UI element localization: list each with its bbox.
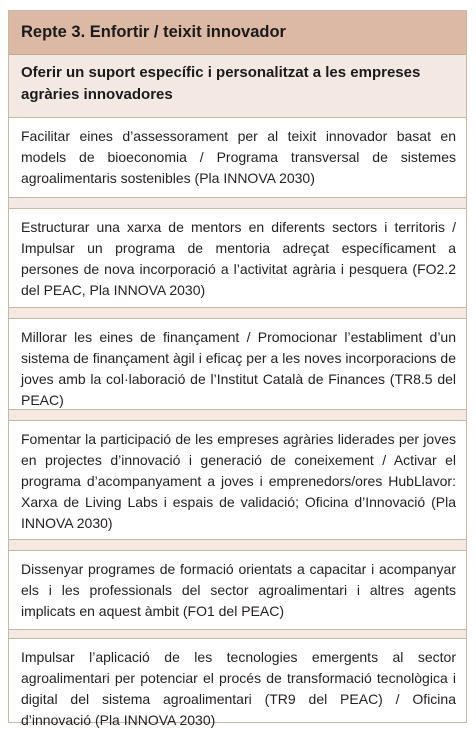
table-subtitle: Oferir un suport específic i personalitzat a les empreses agràries innovadores [9,55,466,118]
table-title: Repte 3. Enfortir / teixit innovador [9,11,466,55]
list-item: Millorar les eines de finançament / Promocionar l’establiment d’un sistema de finançament àgil i eficaç per a les noves incorporacions de joves amb la col·laboració de l’Institut Català de Finances (TR8.5 del PEAC) [9,318,466,410]
row-gap [9,630,466,638]
row-gap [9,410,466,420]
list-item: Facilitar eines d’assessorament per al teixit innovador basat en models de bioeconomia / Programa transversal de sistemes agroalimentaris sostenibles (Pla INNOVA 2030) [9,118,466,198]
list-item: Fomentar la participació de les empreses agràries liderades per joves en projectes d’innovació i generació de coneixement / Activar el programa d’acompanyament a joves i emprenedors/ores HubLlavor: Xarxa de Living Labs i espais de validació; Oficina d’Innovació (Pla INNOVA 2030) [9,420,466,540]
challenge-table [8,10,467,728]
list-item: Impulsar l’aplicació de les tecnologies emergents al sector agroalimentari per potenciar el procés de transformació tecnològica i digital del sistema agroalimentari (TR9 del PEAC) / Oficina d’innovació (Pla INNOVA 2030) [9,638,466,722]
row-gap [9,308,466,318]
list-item: Dissenyar programes de formació orientats a capacitar i acompanyar els i les professionals del sector agroalimentari i altres agents implicats en aquest àmbit (FO1 del PEAC) [9,550,466,630]
row-gap [9,540,466,550]
row-gap [9,198,466,208]
list-item: Estructurar una xarxa de mentors en diferents sectors i territoris / Impulsar un programa de mentoria adreçat específicament a persones de nova incorporació a l’activitat agrària i pesquera (FO2.2 del PEAC, Pla INNOVA 2030) [9,208,466,308]
